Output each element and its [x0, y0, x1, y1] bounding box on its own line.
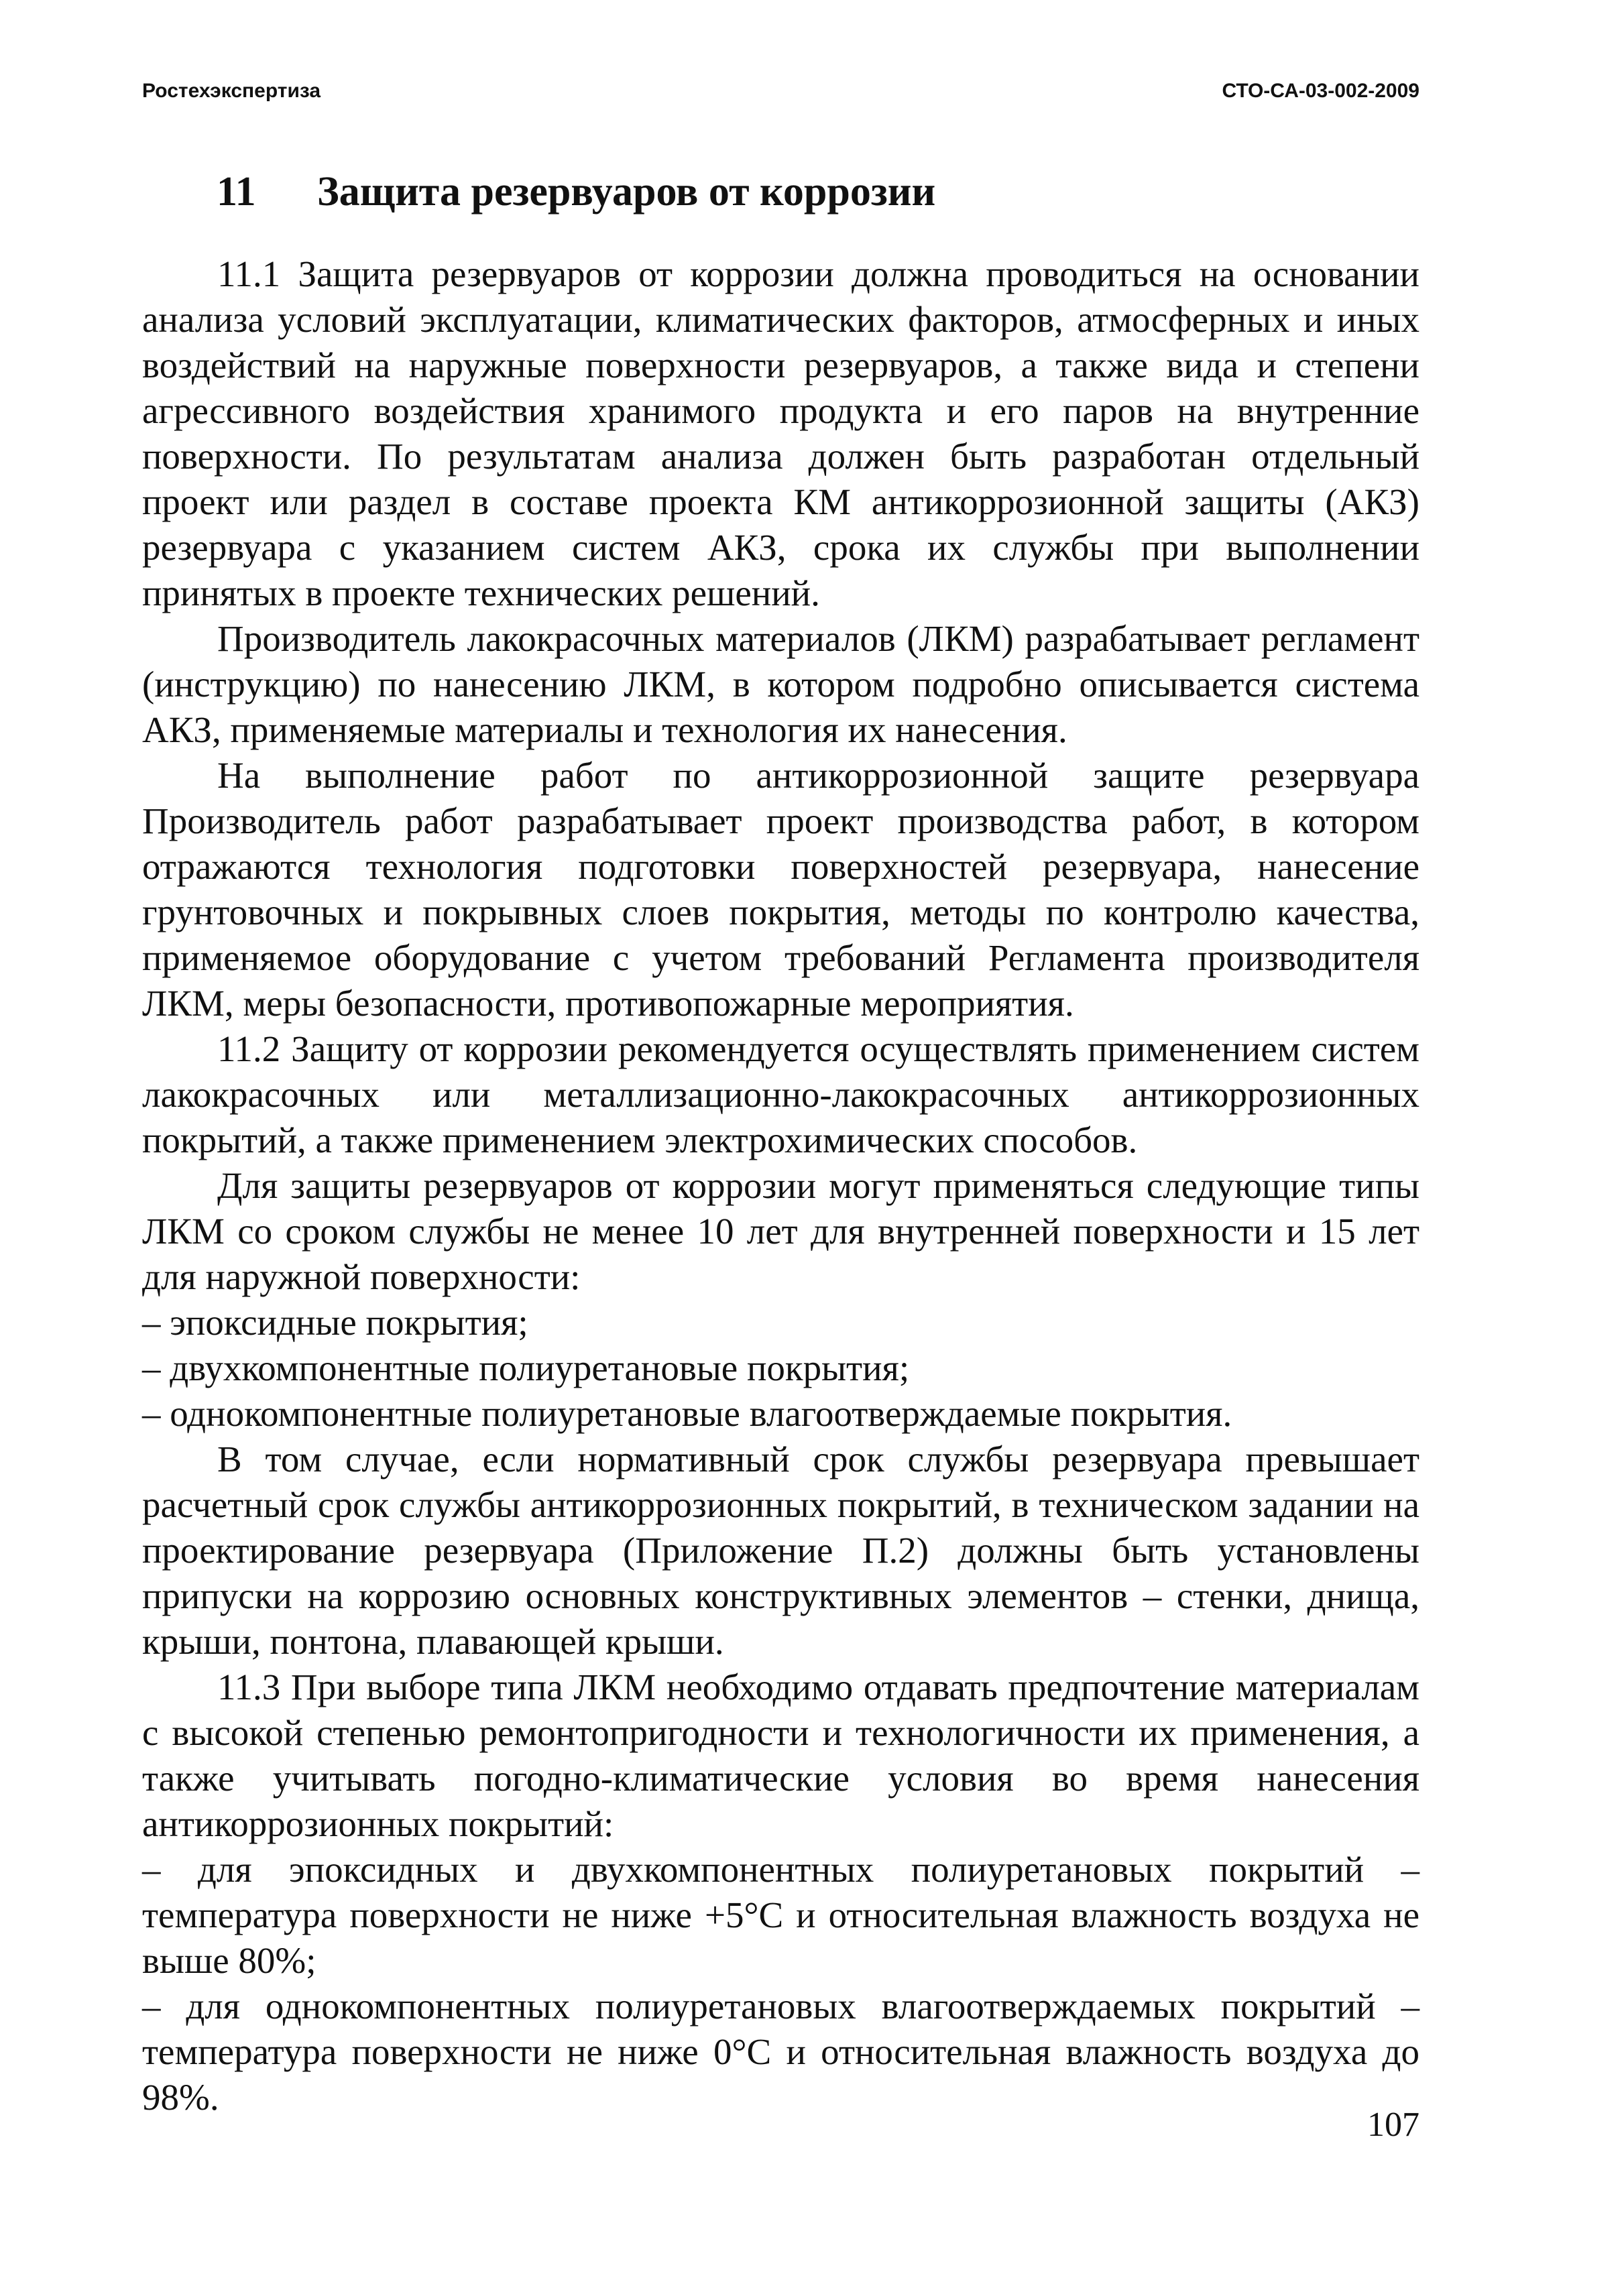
list-item-one-component: – однокомпонентные полиуретановые влагоотверждаемые покрытия.: [142, 1393, 1232, 1434]
paragraph-corrosion-allowance: В том случае, если нормативный срок службы резервуара превышает расчетный срок службы антикоррозионных покрытий, в техническом задании на проектирование резервуара (Приложение П.2) должны быть установлены припуски на коррозию основных конструктивных элементов – стенки, днища, крыши, понтона, плавающей крыши.: [142, 1439, 1419, 1662]
list-item-one-component-conditions: – для однокомпонентных полиуретановых влагоотверждаемых покрытий – температура поверхности не ниже 0°С и относительная влажность воздуха до 98%.: [142, 1986, 1419, 2118]
list-item-epoxy-conditions: – для эпоксидных и двухкомпонентных полиуретановых покрытий – температура поверхности не ниже +5°С и относительная влажность воздуха не выше 80%;: [142, 1849, 1419, 1981]
section-number: 11: [217, 169, 256, 215]
list-item-two-component: – двухкомпонентные полиуретановые покрытия;: [142, 1347, 910, 1388]
paragraph-11-2: 11.2 Защиту от коррозии рекомендуется осуществлять применением систем лакокрасочных или металлизационно-лакокрасочных антикоррозионных покрытий, а также применением электрохимических способов.: [142, 1028, 1419, 1160]
section-heading: [217, 158, 935, 225]
header-standard-code: СТО-СА-03-002-2009: [1222, 80, 1419, 102]
paragraph-lkm-regulation: Производитель лакокрасочных материалов (ЛКМ) разрабатывает регламент (инструкцию) по нанесению ЛКМ, в котором подробно описывается система АКЗ, применяемые материалы и технология их нанесения.: [142, 618, 1419, 750]
header-organization: Ростехэкспертиза: [142, 80, 321, 102]
section-title-text: Защита резервуаров от коррозии: [317, 169, 936, 215]
page-header: [142, 71, 1419, 111]
paragraph-lkm-types: Для защиты резервуаров от коррозии могут применяться следующие типы ЛКМ со сроком службы не менее 10 лет для внутренней поверхности и 15 лет для наружной поверхности:: [142, 1165, 1419, 1297]
body-text: [142, 251, 1419, 2120]
page-number: 107: [1367, 2106, 1419, 2144]
list-item-epoxy: – эпоксидные покрытия;: [142, 1302, 528, 1343]
paragraph-11-3: 11.3 При выборе типа ЛКМ необходимо отдавать предпочтение материалам с высокой степенью ремонтопригодности и технологичности их применения, а также учитывать погодно-климатические условия во время нанесения антикоррозионных покрытий:: [142, 1667, 1419, 1844]
paragraph-work-project: На выполнение работ по антикоррозионной защите резервуара Производитель работ разрабатывает проект производства работ, в котором отражаются технология подготовки поверхностей резервуара, нанесение грунтовочных и покрывных слоев покрытия, методы по контролю качества, применяемое оборудование с учетом требований Регламента производителя ЛКМ, меры безопасности, противопожарные мероприятия.: [142, 755, 1419, 1024]
paragraph-11-1: 11.1 Защита резервуаров от коррозии должна проводиться на основании анализа условий эксплуатации, климатических факторов, атмосферных и иных воздействий на наружные поверхности резервуаров, а также вида и степени агрессивного воздействия хранимого продукта и его паров на внутренние поверхности. По результатам анализа должен быть разработан отдельный проект или раздел в составе проекта КМ антикоррозионной защиты (АКЗ) резервуара с указанием систем АКЗ, срока их службы при выполнении принятых в проекте технических решений.: [142, 253, 1419, 613]
